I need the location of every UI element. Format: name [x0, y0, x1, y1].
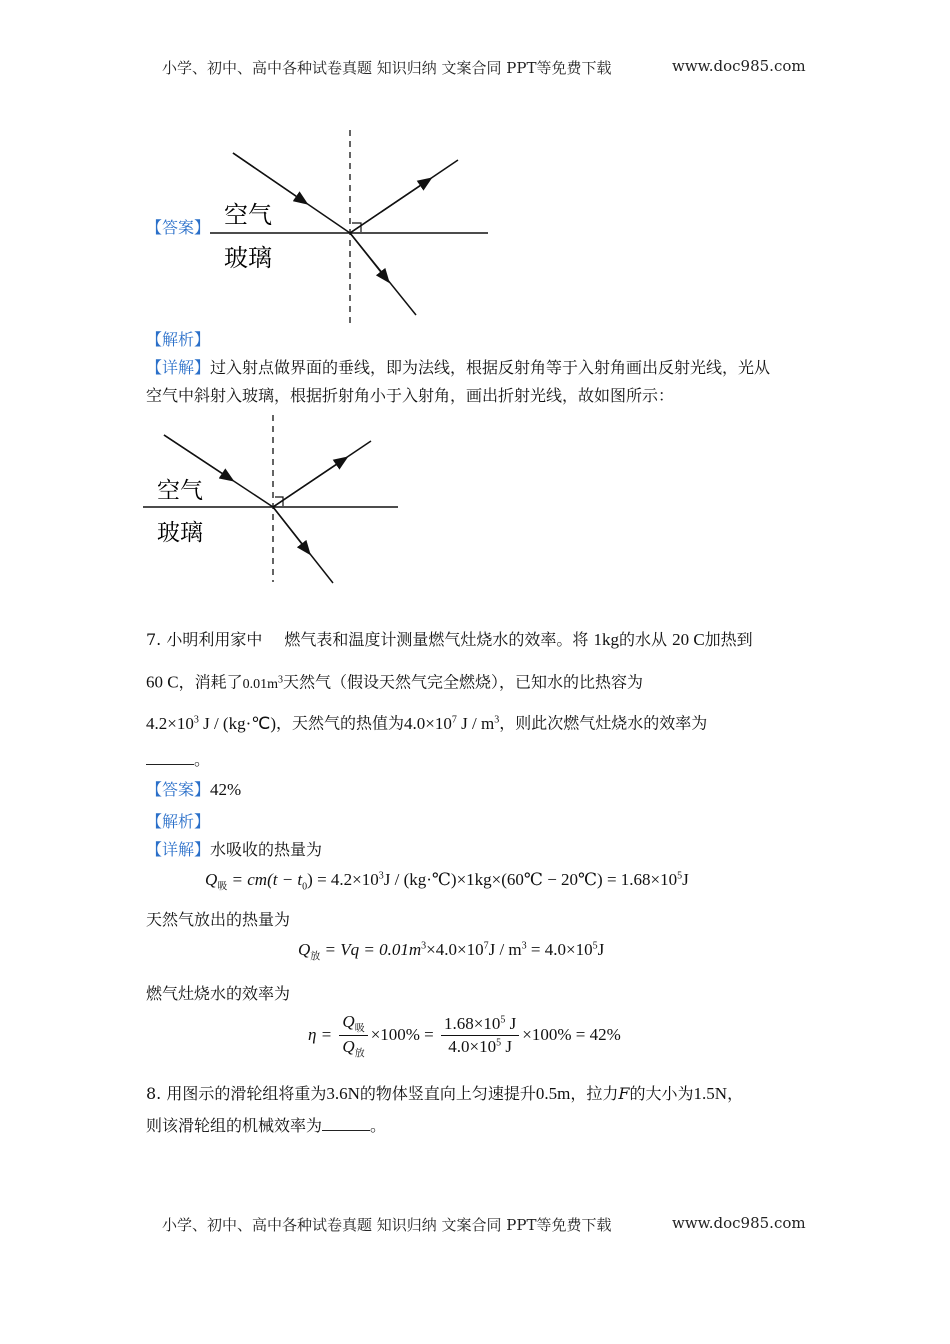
formula-efficiency: η = $\frac{Q_吸}{Q_放}$ ×100% = $\frac{1.68\times 10^5 J}{4.0\times 10^5 J}$ ×100% = 42%: [308, 1012, 621, 1060]
q7-line1: [146, 626, 753, 654]
optics-figure-answer: [200, 125, 500, 325]
answer-tag: 【答案】: [146, 780, 211, 799]
q7-t1: 20 C: [672, 630, 705, 649]
q8-force: 1.5N: [693, 1084, 728, 1103]
q7-t2: 60 C: [146, 672, 179, 692]
q7-answer: [146, 776, 241, 804]
q7-text: 加热到: [704, 630, 753, 649]
q7-text: 燃气表和温度计测量燃气灶烧水的效率。将: [284, 630, 589, 649]
q7-text: 。: [194, 750, 211, 769]
q8-text: ，: [727, 1084, 744, 1103]
label-air: 空气: [224, 201, 272, 229]
fraction-q-ratio: $\frac{Q_吸}{Q_放}$: [339, 1012, 367, 1060]
q8-height: 0.5m: [535, 1084, 571, 1103]
q7-text: ，则此次燃气灶烧水的效率为: [499, 713, 708, 733]
header-url: www.doc985.com: [672, 57, 806, 75]
q7-text: 的水从: [618, 630, 667, 649]
q6-detail-line1: [146, 354, 770, 382]
answer-tag: 【答案】: [146, 218, 211, 237]
q7-mass: 1kg: [593, 630, 619, 649]
q7-c-value: 4.2×10: [146, 713, 194, 733]
q8-weight: 3.6N: [326, 1084, 360, 1103]
q7-q-value: 4.0×10: [404, 713, 452, 733]
q8-line2: [146, 1112, 386, 1140]
header-text: 小学、初中、高中各种试卷真题 知识归纳 文案合同 PPT等免费下载: [162, 59, 612, 77]
q7-text: ，天然气的热值为: [276, 713, 405, 733]
q7-answer-value: 42%: [210, 780, 242, 799]
q7-q-unit: J / m: [461, 713, 495, 733]
q6-detail-line2: 空气中斜射入玻璃，根据折射角小于入射角，画出折射光线，故如图所示：: [146, 386, 675, 405]
q7-line2: 60 C，消耗了$0.01m^3$天然气（假设天然气完全燃烧），已知水的比热容为: [146, 672, 644, 692]
detail-tag: 【详解】: [146, 358, 211, 377]
q8-text: 的大小为: [629, 1084, 694, 1103]
fraction-values: $\frac{1.68\times 10^5 J}{4.0\times 10^5 J}$: [441, 1014, 519, 1057]
q8-force-symbol: F: [618, 1084, 630, 1103]
analysis-tag: 【解析】: [146, 812, 211, 831]
answer-blank[interactable]: [146, 748, 194, 765]
q7-c-unit: J / (kg·℃): [203, 713, 277, 733]
q7-step1: 水吸收的热量为: [210, 840, 323, 859]
formula-heat-absorbed: $Q_吸 = cm(t - t_0) = 4.2\times 10^3J$ / (kg·℃)×1kg×(60℃ − 20℃) = $1.68\times 10^5J$: [205, 870, 689, 893]
q8-text: 。: [370, 1116, 387, 1135]
detail-tag: 【详解】: [146, 840, 211, 859]
q7-text: ，消耗了: [178, 672, 243, 692]
analysis-tag: 【解析】: [146, 330, 211, 349]
q7-detail: [146, 836, 322, 864]
optics-figure-analysis: [140, 410, 410, 590]
q8-text: 8. 用图示的滑轮组将重为: [146, 1084, 327, 1103]
q7-volume: 0.01m: [242, 676, 278, 692]
q7-text: 天然气（假设天然气完全燃烧），已知水的比热容为: [283, 672, 644, 692]
footer-url: www.doc985.com: [672, 1214, 806, 1232]
q8-text: 则该滑轮组的机械效率为: [146, 1116, 323, 1135]
q8-text: ，拉力: [570, 1084, 619, 1103]
q7-text: 7. 小明利用家中: [146, 630, 263, 649]
label-glass: 玻璃: [157, 520, 203, 546]
detail-text: 过入射点做界面的垂线，即为法线，根据反射角等于入射角画出反射光线，光从: [210, 358, 771, 377]
q8-line1: [146, 1080, 743, 1108]
label-air: 空气: [157, 478, 203, 504]
answer-blank[interactable]: [322, 1114, 370, 1131]
footer-text: 小学、初中、高中各种试卷真题 知识归纳 文案合同 PPT等免费下载: [162, 1216, 612, 1234]
q7-step2: 天然气放出的热量为: [146, 910, 291, 929]
label-glass: 玻璃: [224, 244, 272, 272]
q7-step3: 燃气灶烧水的效率为: [146, 984, 291, 1003]
q7-line4: [146, 746, 210, 774]
q7-line3: $4.2\times 10^3$ J / (kg·℃)，天然气的热值为$4.0\times 10^7$ J / $m^3$，则此次燃气灶烧水的效率为: [146, 713, 708, 733]
q8-text: 的物体竖直向上匀速提升: [359, 1084, 536, 1103]
formula-heat-released: $Q_放 = Vq = 0.01m^3\times 4.0\times 10^7J / m^3 = 4.0\times 10^5J$: [298, 940, 605, 963]
